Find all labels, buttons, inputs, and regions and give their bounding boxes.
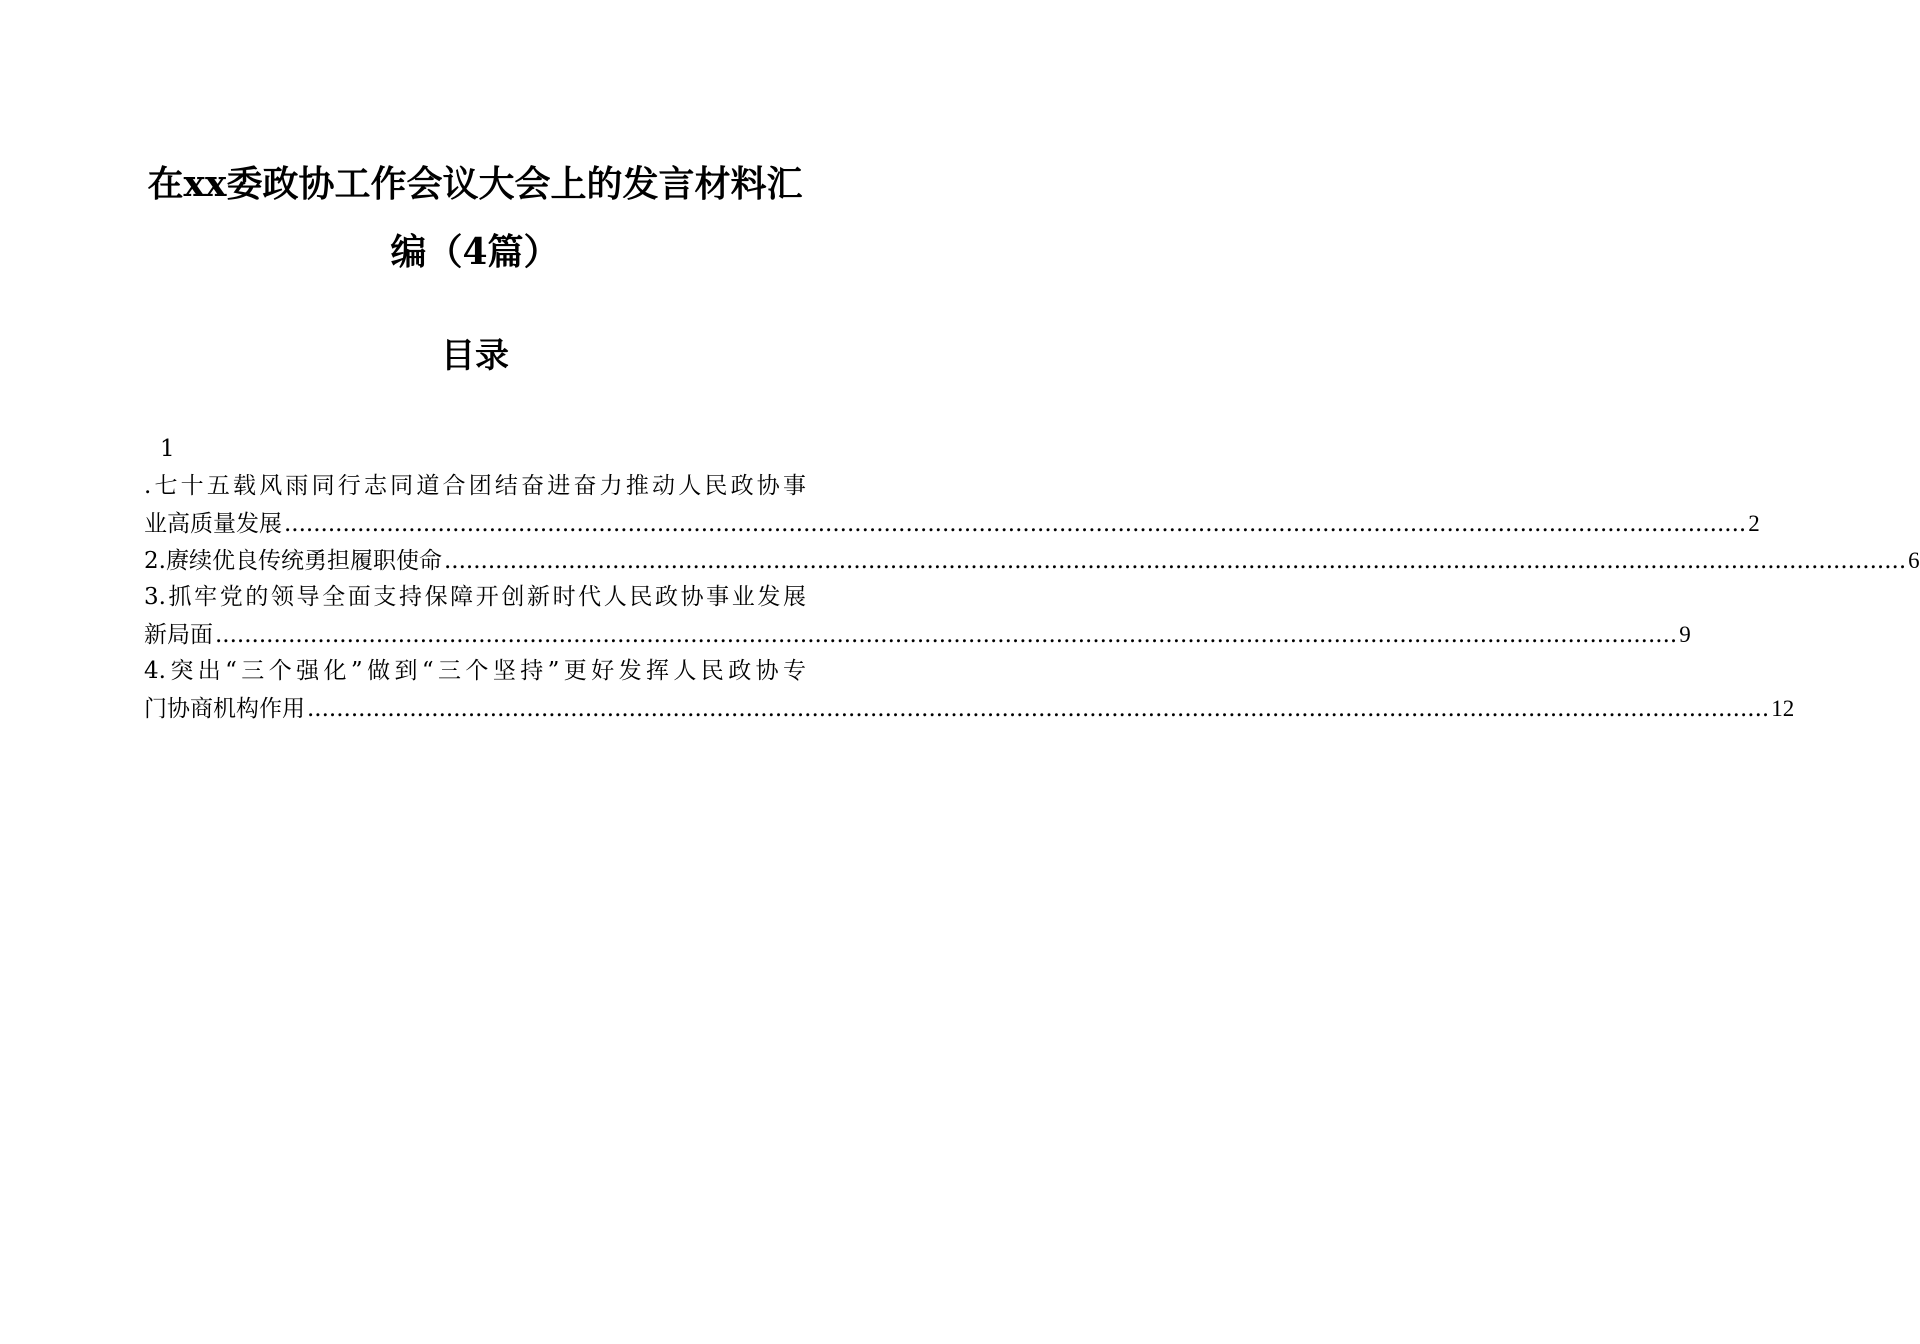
toc-item-1-title-line-2: 业高质量发展 — [144, 511, 282, 537]
toc-item-3-entry[interactable] — [144, 616, 1691, 653]
toc-item-1-page: 2 — [1748, 511, 1760, 536]
toc-item-1-entry[interactable] — [144, 505, 1760, 542]
toc-item-3-page: 9 — [1679, 622, 1691, 647]
toc-leader-dots: ........................................................................................................................................................................................................ — [284, 511, 1747, 537]
document-title-line-2: 编（4篇） — [390, 231, 560, 273]
toc-item-1-number: 1 — [160, 436, 175, 462]
toc-item-2-entry[interactable] — [144, 542, 1920, 579]
toc-item-4-page: 12 — [1771, 696, 1795, 721]
table-of-contents — [144, 431, 1920, 727]
toc-heading: 目录 — [441, 336, 509, 376]
toc-leader-dots: ........................................................................................................................................................................................................ — [307, 696, 1770, 722]
toc-item-4-entry[interactable] — [144, 690, 1795, 727]
toc-item-1-title-line-1[interactable]: .七十五载风雨同行志同道合团结奋进奋力推动人民政协事 — [144, 473, 806, 499]
toc-item-4-title-line-1[interactable]: 4.突出“三个强化”做到“三个坚持”更好发挥人民政协专 — [144, 658, 806, 684]
toc-item-4-title-line-2: 门协商机构作用 — [144, 696, 305, 722]
toc-leader-dots: ........................................................................................................................................................................................................ — [443, 548, 1907, 574]
toc-item-2-title: 2.赓续优良传统勇担履职使命 — [144, 548, 442, 574]
toc-leader-dots: ........................................................................................................................................................................................................ — [215, 622, 1678, 648]
toc-item-3-title-line-1[interactable]: 3.抓牢党的领导全面支持保障开创新时代人民政协事业发展 — [144, 584, 806, 610]
document-title-line-1: 在xx委政协工作会议大会上的发言材料汇 — [147, 163, 803, 205]
toc-item-2-page: 6 — [1908, 548, 1920, 573]
toc-item-3-title-line-2: 新局面 — [144, 622, 213, 648]
